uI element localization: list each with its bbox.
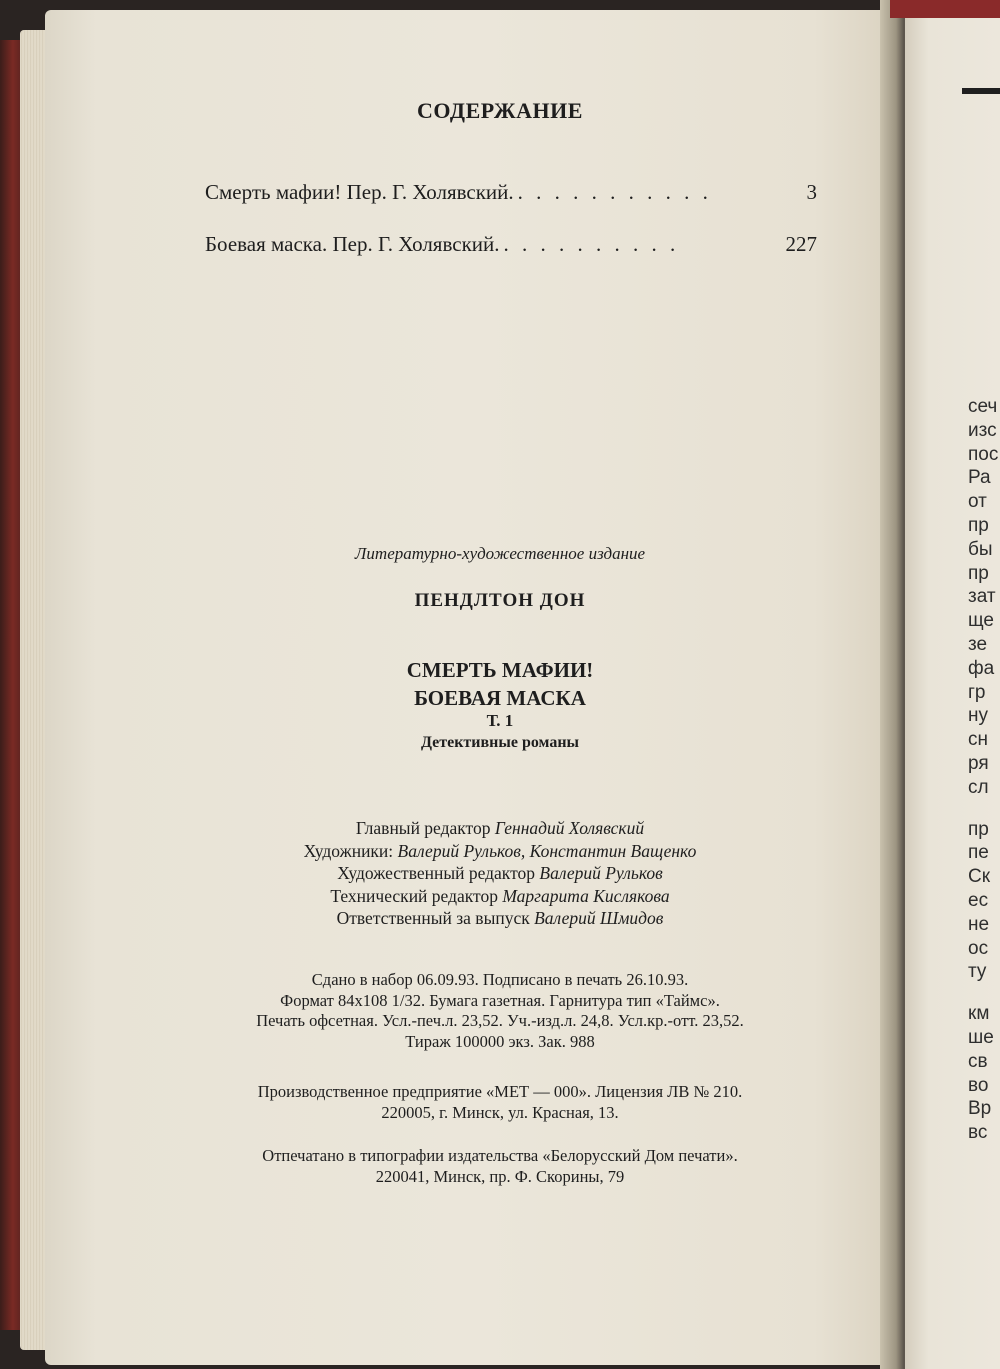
right-page-fragment: пр [968, 562, 989, 584]
printer-line: 220041, Минск, пр. Ф. Скорины, 79 [375, 1166, 625, 1186]
toc-entry [205, 180, 817, 205]
edition-type: Литературно-художественное издание [354, 544, 646, 563]
toc-dot-leader: . . . . . . . . . . . [517, 180, 712, 204]
book-title-line-1: СМЕРТЬ МАФИИ! [406, 658, 594, 682]
right-page-fragment: ря [968, 752, 989, 774]
toc-entry [205, 232, 817, 257]
toc-title: СОДЕРЖАНИЕ [417, 98, 583, 123]
right-page-fragment: изс [968, 419, 997, 441]
right-page-fragment: Ра [968, 467, 991, 489]
right-page-fragment: фа [968, 657, 995, 679]
print-details-line: Формат 84х108 1/32. Бумага газетная. Гарнитура тип «Таймс». [280, 990, 720, 1010]
right-page-fragment: пос [968, 443, 999, 465]
credit-line: Технический редактор Маргарита Кислякова [330, 885, 670, 906]
right-page-fragment: сеч [968, 396, 998, 417]
print-details-line: Сдано в набор 06.09.93. Подписано в печать 26.10.93. [311, 970, 689, 989]
toc-entry-title: Боевая маска. Пер. Г. Холявский. [205, 232, 500, 256]
credit-line: Художественный редактор Валерий Рульков [337, 863, 663, 883]
right-page-fragment: ще [968, 610, 994, 632]
publisher-line: 220005, г. Минск, ул. Красная, 13. [381, 1102, 619, 1122]
toc-page-number: 227 [785, 232, 817, 256]
right-page-fragment: пр [968, 514, 989, 536]
genre: Детективные романы [420, 734, 580, 751]
credit-line: Ответственный за выпуск Валерий Шмидов [336, 908, 664, 928]
right-page-fragment: пр [968, 818, 989, 840]
book-title-line-2: БОЕВАЯ МАСКА [414, 686, 586, 710]
right-page-fragment: от [968, 491, 987, 513]
right-page-fragment: во [968, 1074, 989, 1096]
right-page-fragment: Вр [968, 1098, 992, 1120]
right-page-fragment: не [968, 913, 990, 935]
print-details-line: Тираж 100000 экз. Зак. 988 [405, 1031, 595, 1051]
right-page-fragment: ше [968, 1026, 994, 1048]
right-page-fragment: Ск [968, 866, 991, 888]
print-details-line: Печать офсетная. Усл.-печ.л. 23,52. Уч.-изд.л. 24,8. Усл.кр.-отт. 23,52. [256, 1011, 744, 1030]
right-page-fragment: зат [968, 586, 996, 608]
toc-page-number: 3 [806, 180, 817, 204]
print-details [175, 970, 825, 1052]
right-page-fragment: зе [968, 633, 988, 655]
right-page-fragment: ос [968, 937, 989, 959]
printer-line: Отпечатано в типографии издательства «Белорусский Дом печати». [262, 1146, 738, 1165]
printer-info [175, 1146, 825, 1187]
right-page-fragment: св [968, 1050, 988, 1072]
toc-entry-title: Смерть мафии! Пер. Г. Холявский. [205, 180, 514, 204]
right-page-fragment: сл [968, 776, 989, 798]
author-name: ПЕНДЛТОН ДОН [414, 590, 586, 611]
right-page-fragment: бы [968, 538, 993, 560]
right-page-fragment: вс [968, 1122, 988, 1144]
credit-line: Главный редактор Геннадий Холявский [355, 818, 645, 838]
right-page-fragment: км [968, 1003, 990, 1025]
right-page-fragment: сн [968, 729, 988, 751]
publisher-line: Производственное предприятие «МЕТ — 000». Лицензия ЛВ № 210. [257, 1082, 743, 1101]
credits-block [175, 817, 825, 930]
right-page-fragment: гр [968, 681, 986, 703]
right-page-fragment: пе [968, 842, 989, 864]
right-page-fragment: ту [968, 961, 987, 983]
publisher-info [175, 1082, 825, 1123]
credit-line: Художники: Валерий Рульков, Константин Ващенко [303, 840, 697, 861]
toc-dot-leader: . . . . . . . . . . [503, 232, 680, 256]
volume-number: Т. 1 [486, 711, 514, 730]
right-page-fragment: ну [968, 705, 988, 727]
right-page-fragment: ес [968, 889, 989, 911]
